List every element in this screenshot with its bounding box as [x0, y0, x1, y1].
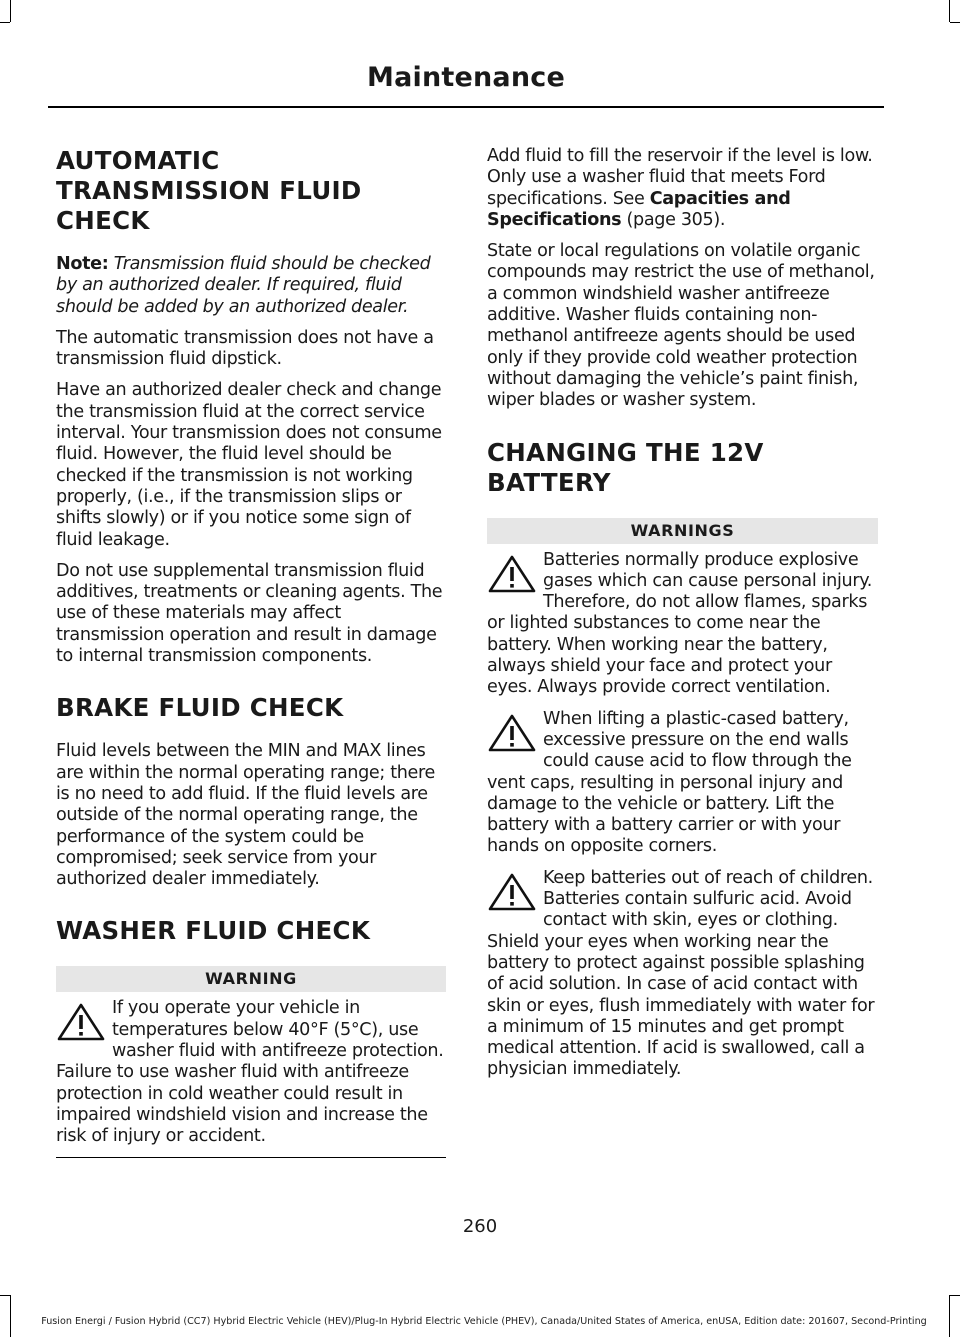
crop-mark: [10, 1295, 11, 1337]
crop-mark: [950, 1295, 960, 1296]
section-title-battery: CHANGING THE 12V BATTERY: [487, 437, 764, 497]
crop-mark: [949, 1295, 950, 1337]
brake-paragraph: Fluid levels between the MIN and MAX lines are within the normal operating range; there is no need to add fluid. If the fluid levels are outside of the normal operating range, the performance of the system could be compromised; seek service from your authorized dealer immediately.: [56, 741, 435, 890]
note-label: Note:: [56, 254, 109, 274]
warning-item: [487, 709, 878, 858]
crop-mark: [0, 1295, 10, 1296]
warning-text: Keep batteries out of reach of children. Batteries contain sulfuric acid. Avoid contact with skin, eyes or clothing. Shield your eyes when working near the battery to protect against possible splashing of acid solution. In case of acid contact with skin or eyes, flush immediately with water for a minimum of 15 minutes and get prompt medical attention. If acid is swallowed, call a physician immediately.: [487, 867, 875, 1080]
crop-mark: [0, 22, 10, 23]
section-title-washer: WASHER FLUID CHECK: [56, 916, 371, 946]
warning-text: Batteries normally produce explosive gases which can cause personal injury. Therefore, do not allow flames, sparks or lighted substances to come near the battery. When working near the battery, always shield your face and protect your eyes. Always provide correct ventilation.: [487, 549, 873, 698]
warning-item: [487, 550, 878, 699]
right-column: [487, 146, 878, 1081]
warning-triangle-icon: [487, 713, 537, 753]
page-number: 260: [462, 1216, 498, 1237]
transmission-paragraph-1: The automatic transmission does not have a transmission fluid dipstick.: [56, 327, 434, 370]
washer-fill-page-ref: (page 305).: [621, 209, 726, 230]
transmission-paragraph-2: Have an authorized dealer check and change the transmission fluid at the correct service interval. Your transmission does not consume fluid. However, the fluid level should be checked if the transmission is not working properly, (i.e., if the transmission slips or shifts slowly) or if you notice some sign of fluid leakage.: [56, 380, 442, 550]
crop-mark: [950, 22, 960, 23]
page-footer: Fusion Energi / Fusion Hybrid (CC7) Hybrid Electric Vehicle (HEV)/Plug-In Hybrid Electric Vehicle (PHEV), Canada/United States of America, enUSA, Edition date: 201607, Second-Printing: [41, 1316, 927, 1327]
warning-text: When lifting a plastic-cased battery, excessive pressure on the end walls could cause acid to flow through the vent caps, resulting in personal injury and damage to the vehicle or battery. Lift the battery with a battery carrier or with your hands on opposite corners.: [487, 708, 852, 857]
voc-paragraph: State or local regulations on volatile organic compounds may restrict the use of methanol, a common windshield washer antifreeze additive. Washer fluids containing non-methanol antifreeze agents should be used only if they provide cold weather protection without damaging the vehicle’s paint finish, wiper blades or washer system.: [487, 241, 875, 411]
transmission-paragraph-3: Do not use supplemental transmission fluid additives, treatments or cleaning agents. The use of these materials may affect transmission operation and result in damage to internal transmission components.: [56, 560, 443, 667]
section-title-transmission: AUTOMATIC TRANSMISSION FLUID CHECK: [56, 146, 362, 235]
header-divider: [48, 106, 884, 108]
warning-triangle-icon: [487, 872, 537, 912]
washer-fill-text: Add fluid to fill the reservoir if the level is low. Only use a washer fluid that meets Ford specifications. See: [487, 146, 873, 209]
warning-triangle-icon: [56, 1002, 106, 1042]
warning-item: [56, 998, 446, 1147]
transmission-note: [56, 254, 446, 318]
crop-mark: [10, 0, 11, 22]
page-title: Maintenance: [367, 62, 565, 93]
washer-fill-paragraph: [487, 146, 878, 231]
capacities-link[interactable]: Capacities and Specifications: [487, 188, 791, 230]
warning-triangle-icon: [487, 554, 537, 594]
warning-item: [487, 868, 878, 1081]
crop-mark: [949, 0, 950, 22]
warning-text: If you operate your vehicle in temperatures below 40°F (5°C), use washer fluid with antifreeze protection. Failure to use washer fluid with antifreeze protection in cold weather could result in impaired windshield vision and increase the risk of injury or accident.: [56, 998, 444, 1147]
warning-divider: [56, 1157, 446, 1159]
warnings-heading: WARNINGS: [487, 518, 878, 544]
note-text: Transmission fluid should be checked by an authorized dealer. If required, fluid should be added by an authorized dealer.: [56, 254, 431, 317]
left-column: [56, 146, 446, 1158]
section-title-brake: BRAKE FLUID CHECK: [56, 693, 344, 723]
warning-heading: WARNING: [56, 966, 446, 992]
